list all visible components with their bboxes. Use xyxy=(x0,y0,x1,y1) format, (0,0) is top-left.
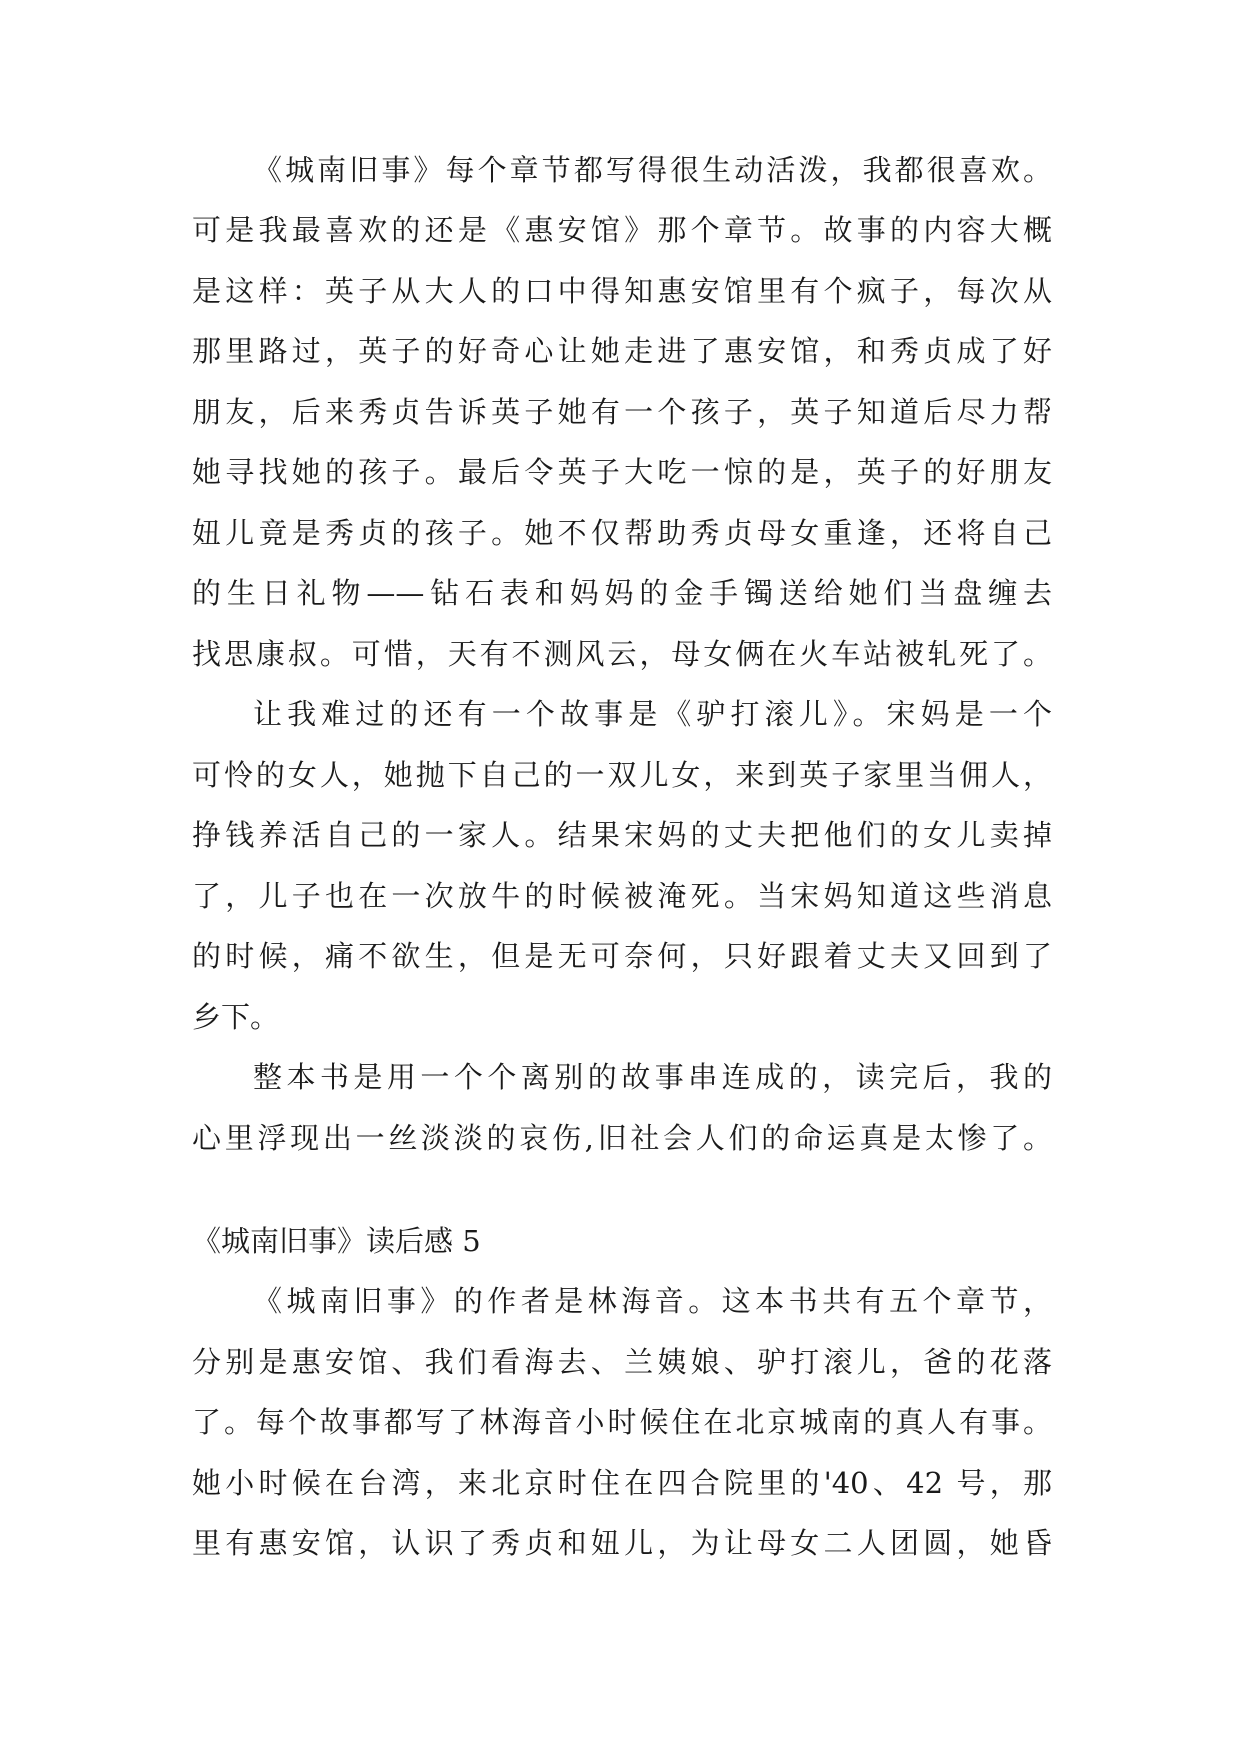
paragraph-1-line: 她寻找她的孩子。最后令英子大吃一惊的是，英子的好朋友 xyxy=(192,455,1052,489)
paragraph-1-line: 朋友，后来秀贞告诉英子她有一个孩子，英子知道后尽力帮 xyxy=(192,395,1052,429)
paragraph-1-line: 的生日礼物——钻石表和妈妈的金手镯送给她们当盘缠去 xyxy=(192,576,1052,610)
paragraph-2-line: 让我难过的还有一个故事是《驴打滚儿》。宋妈是一个 xyxy=(253,697,1052,731)
paragraph-2-line: 了，儿子也在一次放牛的时候被淹死。当宋妈知道这些消息 xyxy=(192,879,1052,913)
paragraph-3-line: 整本书是用一个个离别的故事串连成的，读完后，我的 xyxy=(253,1060,1052,1094)
paragraph-3-line: 心里浮现出一丝淡淡的哀伤,旧社会人们的命运真是太惨了。 xyxy=(192,1121,1052,1155)
paragraph-1-line: 《城南旧事》每个章节都写得很生动活泼，我都很喜欢。 xyxy=(253,153,1052,187)
paragraph-2-line: 乡下。 xyxy=(192,1000,280,1034)
paragraph-1-line: 是这样：英子从大人的口中得知惠安馆里有个疯子，每次从 xyxy=(192,274,1052,308)
paragraph-2-line: 可怜的女人，她抛下自己的一双儿女，来到英子家里当佣人， xyxy=(192,758,1052,792)
paragraph-4-line: 里有惠安馆，认识了秀贞和妞儿，为让母女二人团圆，她昏 xyxy=(192,1526,1052,1560)
paragraph-1-line: 妞儿竟是秀贞的孩子。她不仅帮助秀贞母女重逢，还将自己 xyxy=(192,516,1052,550)
paragraph-1-line: 找思康叔。可惜，天有不测风云，母女俩在火车站被轧死了。 xyxy=(192,637,1052,671)
paragraph-1-line: 可是我最喜欢的还是《惠安馆》那个章节。故事的内容大概 xyxy=(192,213,1052,247)
paragraph-4-line: 了。每个故事都写了林海音小时候住在北京城南的真人有事。 xyxy=(192,1405,1052,1439)
paragraph-4-line: 分别是惠安馆、我们看海去、兰姨娘、驴打滚儿，爸的花落 xyxy=(192,1345,1052,1379)
paragraph-2-line: 挣钱养活自己的一家人。结果宋妈的丈夫把他们的女儿卖掉 xyxy=(192,818,1052,852)
paragraph-4-line: 她小时候在台湾，来北京时住在四合院里的'40、42 号，那 xyxy=(192,1466,1052,1500)
paragraph-1-line: 那里路过，英子的好奇心让她走进了惠安馆，和秀贞成了好 xyxy=(192,334,1052,368)
paragraph-4-line: 《城南旧事》的作者是林海音。这本书共有五个章节， xyxy=(253,1284,1052,1318)
section-heading: 《城南旧事》读后感 5 xyxy=(192,1224,481,1258)
paragraph-2-line: 的时候，痛不欲生，但是无可奈何，只好跟着丈夫又回到了 xyxy=(192,939,1052,973)
